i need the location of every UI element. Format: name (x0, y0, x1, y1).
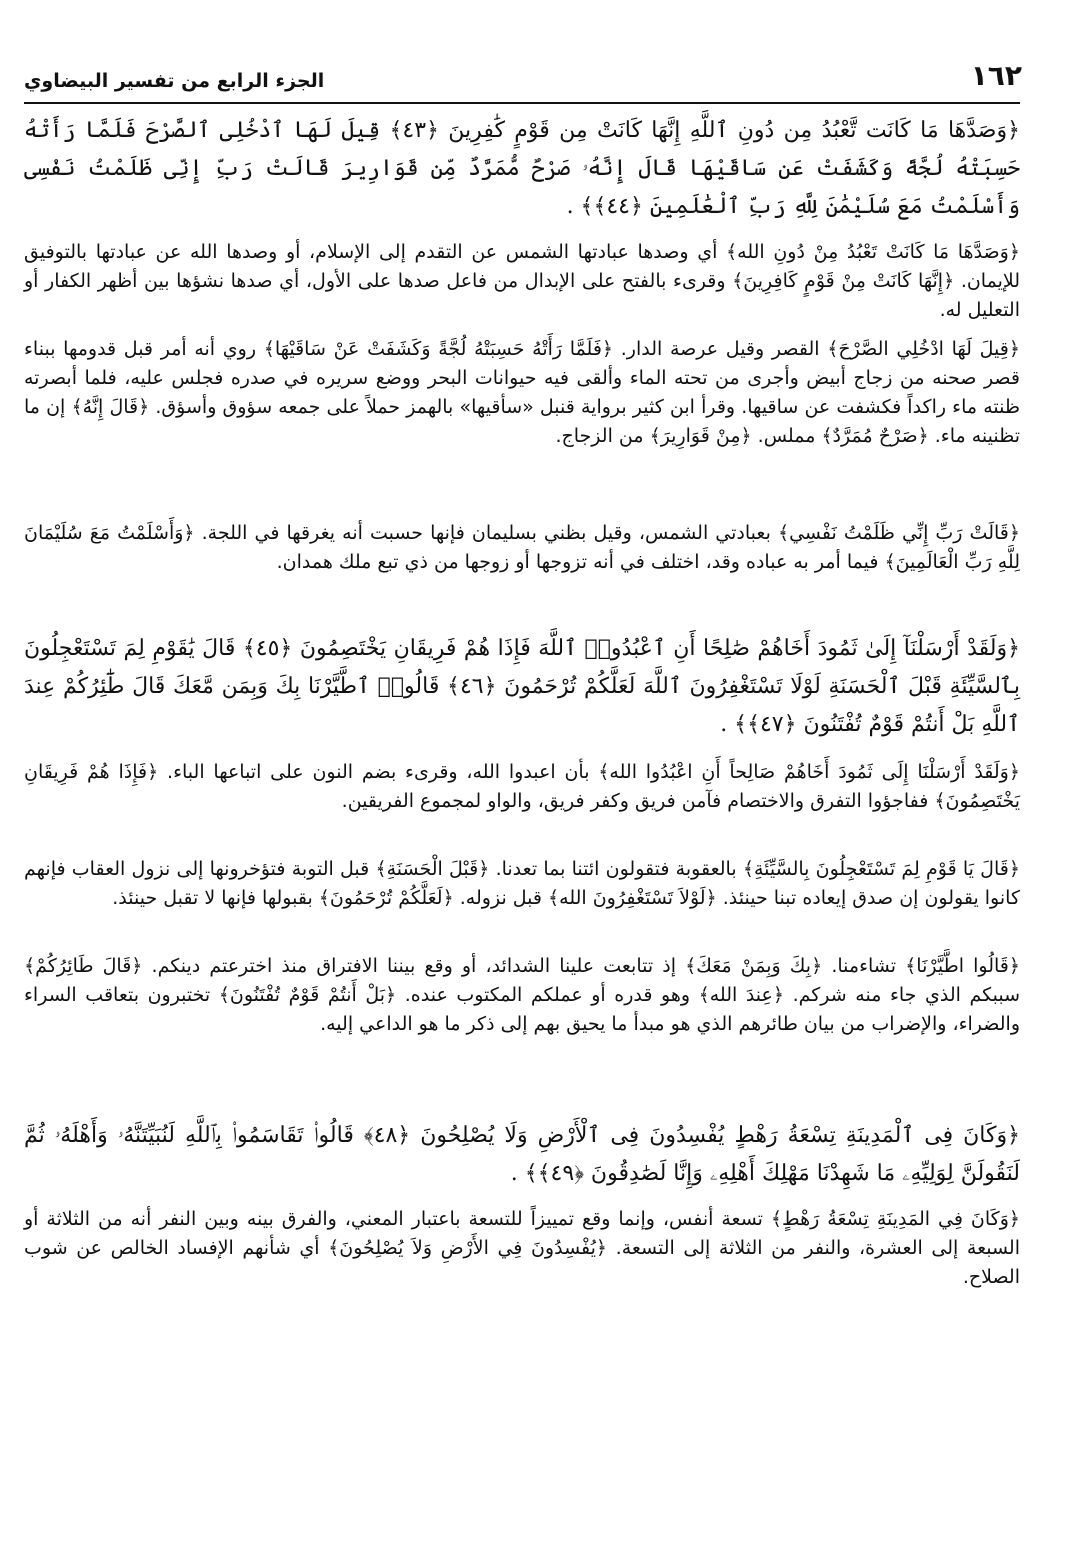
commentary-paragraph: ﴿وَكَانَ فِي المَدِينَةِ تِسْعَةُ رَهْطٍ﴾ تسعة أنفس، وإنما وقع تمييزاً للتسعة باعتبار المعني، والفرق بينه وبين النفر أنه من الثلاثة أو السبعة إلى العشرة، والنفر من الثلاثة إلى التسعة. ﴿يُفْسِدُونَ فِي الأَرْضِ وَلاَ يُصْلِحُونَ﴾ أي شأنهم الإفساد الخالص عن شوب الصلاح. (24, 1208, 1020, 1288)
running-title: الجزء الرابع من تفسير البيضاوي (24, 70, 325, 92)
header-rule (24, 102, 1020, 104)
commentary-paragraph: ﴿وَلَقَدْ أَرْسَلْنَا إِلَى ثَمُودَ أَخَاهُمْ صَالِحاً أَنِ اعْبُدُوا الله﴾ بأن اعبدوا الله، وقرىء بضم النون على اتباعها الباء. ﴿فَإِذَا هُمْ فَرِيقَانِ يَخْتَصِمُونَ﴾ ففاجؤوا التفرق والاختصام فآمن فريق وكفر فريق، والواو لمجموع الفريقين. (24, 761, 1020, 812)
page-header (24, 52, 1022, 92)
commentary-paragraph: ﴿قَالُوا اطَّيَّرْنَا﴾ تشاءمنا. ﴿بِكَ وَبِمَنْ مَعَكَ﴾ إذ تتابعت علينا الشدائد، أو وقع بيننا الافتراق منذ اخترعتم دينكم. ﴿قَالَ طَائِرُكُمْ﴾ سببكم الذي جاء منه شركم. ﴿عِندَ الله﴾ وهو قدره أو عملكم المكتوب عنده. ﴿بَلْ أَنتُمْ قَوْمٌ تُفْتَنُونَ﴾ تختبرون بتعاقب السراء والضراء، والإضراب من بيان طائرهم الذي هو مبدأ ما يحيق بهم إلى ذكر ما هو الداعي إليه. (24, 955, 1020, 1035)
page-body (24, 112, 1020, 1321)
quran-verse-block: ﴿وَلَقَدْ أَرْسَلْنَآ إِلَىٰ ثَمُودَ أَخَاهُمْ صَٰلِحًا أَنِ ٱعْبُدُوا۟ ٱللَّهَ فَإِذَا هُمْ فَرِيقَانِ يَخْتَصِمُونَ ﴿٤٥﴾ قَالَ يَٰقَوْمِ لِمَ تَسْتَعْجِلُونَ بِٱلسَّيِّئَةِ قَبْلَ ٱلْحَسَنَةِ لَوْلَا تَسْتَغْفِرُونَ ٱللَّهَ لَعَلَّكُمْ تُرْحَمُونَ ﴿٤٦﴾ قَالُوا۟ ٱطَّيَّرْنَا بِكَ وَبِمَن مَّعَكَ قَالَ طَٰٓئِرُكُمْ عِندَ ٱللَّهِ بَلْ أَنتُمْ قَوْمٌ تُفْتَنُونَ ﴿٤٧﴾﴾ . (24, 636, 1020, 737)
commentary-paragraph: ﴿قِيلَ لَهَا ادْخُلِي الصَّرْحَ﴾ القصر وقيل عرصة الدار. ﴿فَلَمَّا رَأَتْهُ حَسِبَتْهُ لُجَّةً وَكَشَفَتْ عَنْ سَاقَيْهَا﴾ روي أنه أمر قبل قدومها ببناء قصر صحنه من زجاج أبيض وأجرى من تحته الماء وألقى فيه حيوانات البحر ووضع سريره في صدره فجلس عليه، فلما أبصرته ظنته ماء راكداً فكشفت عن ساقيها. وقرأ ابن كثير برواية قنبل «سأقيها» بالهمز حملاً على جمعه سؤوق وأسؤق. ﴿قَالَ إِنَّهُ﴾ إن ما تظنينه ماء. ﴿صَرْحٌ مُمَرَّدٌ﴾ مملس. ﴿مِنْ قَوَارِيرَ﴾ من الزجاج. (24, 338, 1020, 447)
page-number: ١٦٢ (970, 59, 1022, 92)
commentary-paragraph: ﴿قَالَتْ رَبِّ إِنِّي ظَلَمْتُ نَفْسِي﴾ بعبادتي الشمس، وقيل بظني بسليمان فإنها حسبت أنه يغرقها في اللجة. ﴿وَأَسْلَمْتُ مَعَ سُلَيْمَانَ لِلَّهِ رَبِّ الْعَالَمِينَ﴾ فيما أمر به عباده وقد، اختلف في أنه تزوجها أو زوجها من ذي تبع ملك همدان. (24, 522, 1020, 573)
quran-verse-block: ﴿وَكَانَ فِى ٱلْمَدِينَةِ تِسْعَةُ رَهْطٍ يُفْسِدُونَ فِى ٱلْأَرْضِ وَلَا يُصْلِحُونَ ﴿٤٨﴾ قَالُوا۟ تَقَاسَمُوا۟ بِٱللَّهِ لَنُبَيِّتَنَّهُۥ وَأَهْلَهُۥ ثُمَّ لَنَقُولَنَّ لِوَلِيِّهِۦ مَا شَهِدْنَا مَهْلِكَ أَهْلِهِۦ وَإِنَّا لَصَٰدِقُونَ ﴿٤٩﴾﴾ . (24, 1123, 1020, 1186)
commentary-paragraph: ﴿وَصَدَّهَا مَا كَانَتْ تَعْبُدُ مِنْ دُونِ الله﴾ أي وصدها عبادتها الشمس عن التقدم إلى الإسلام، أو وصدها الله عن عبادتها بالتوفيق للإيمان. ﴿إِنَّهَا كَانَتْ مِنْ قَوْمٍ كَافِرِينَ﴾ وقرىء بالفتح على الإبدال من فاعل صدها على الأول، أي صدها نشؤها بين أظهر الكفار أو التعليل له. (24, 241, 1020, 321)
commentary-paragraph: ﴿قَالَ يَا قَوْمِ لِمَ تَسْتَعْجِلُونَ بِالسَّيِّئَةِ﴾ بالعقوبة فتقولون ائتنا بما تعدنا. ﴿قَبْلَ الْحَسَنَةِ﴾ قبل التوبة فتؤخرونها إلى نزول العقاب فإنهم كانوا يقولون إن صدق إيعاده تبنا حينئذ. ﴿لَوْلاَ تَسْتَغْفِرُونَ الله﴾ قبل نزوله. ﴿لَعَلَّكُمْ تُرْحَمُونَ﴾ بقبولها فإنها لا تقبل حينئذ. (24, 858, 1020, 909)
quran-verse-block: ﴿وَصَدَّهَا مَا كَانَت تَّعْبُدُ مِن دُونِ ٱللَّهِ إِنَّهَا كَانَتْ مِن قَوْمٍ كَٰفِرِينَ ﴿٤٣﴾ قِيلَ لَهَا ٱدْخُلِى ٱلصَّرْحَ فَلَمَّا رَأَتْهُ حَسِبَتْهُ لُجَّةً وَكَشَفَتْ عَن سَاقَيْهَا قَالَ إِنَّهُۥ صَرْحٌ مُّمَرَّدٌ مِّن قَوَارِيرَ قَالَتْ رَبِّ إِنِّى ظَلَمْتُ نَفْسِى وَأَسْلَمْتُ مَعَ سُلَيْمَٰنَ لِلَّهِ رَبِّ ٱلْعَٰلَمِينَ ﴿٤٤﴾﴾ . (24, 118, 1021, 219)
